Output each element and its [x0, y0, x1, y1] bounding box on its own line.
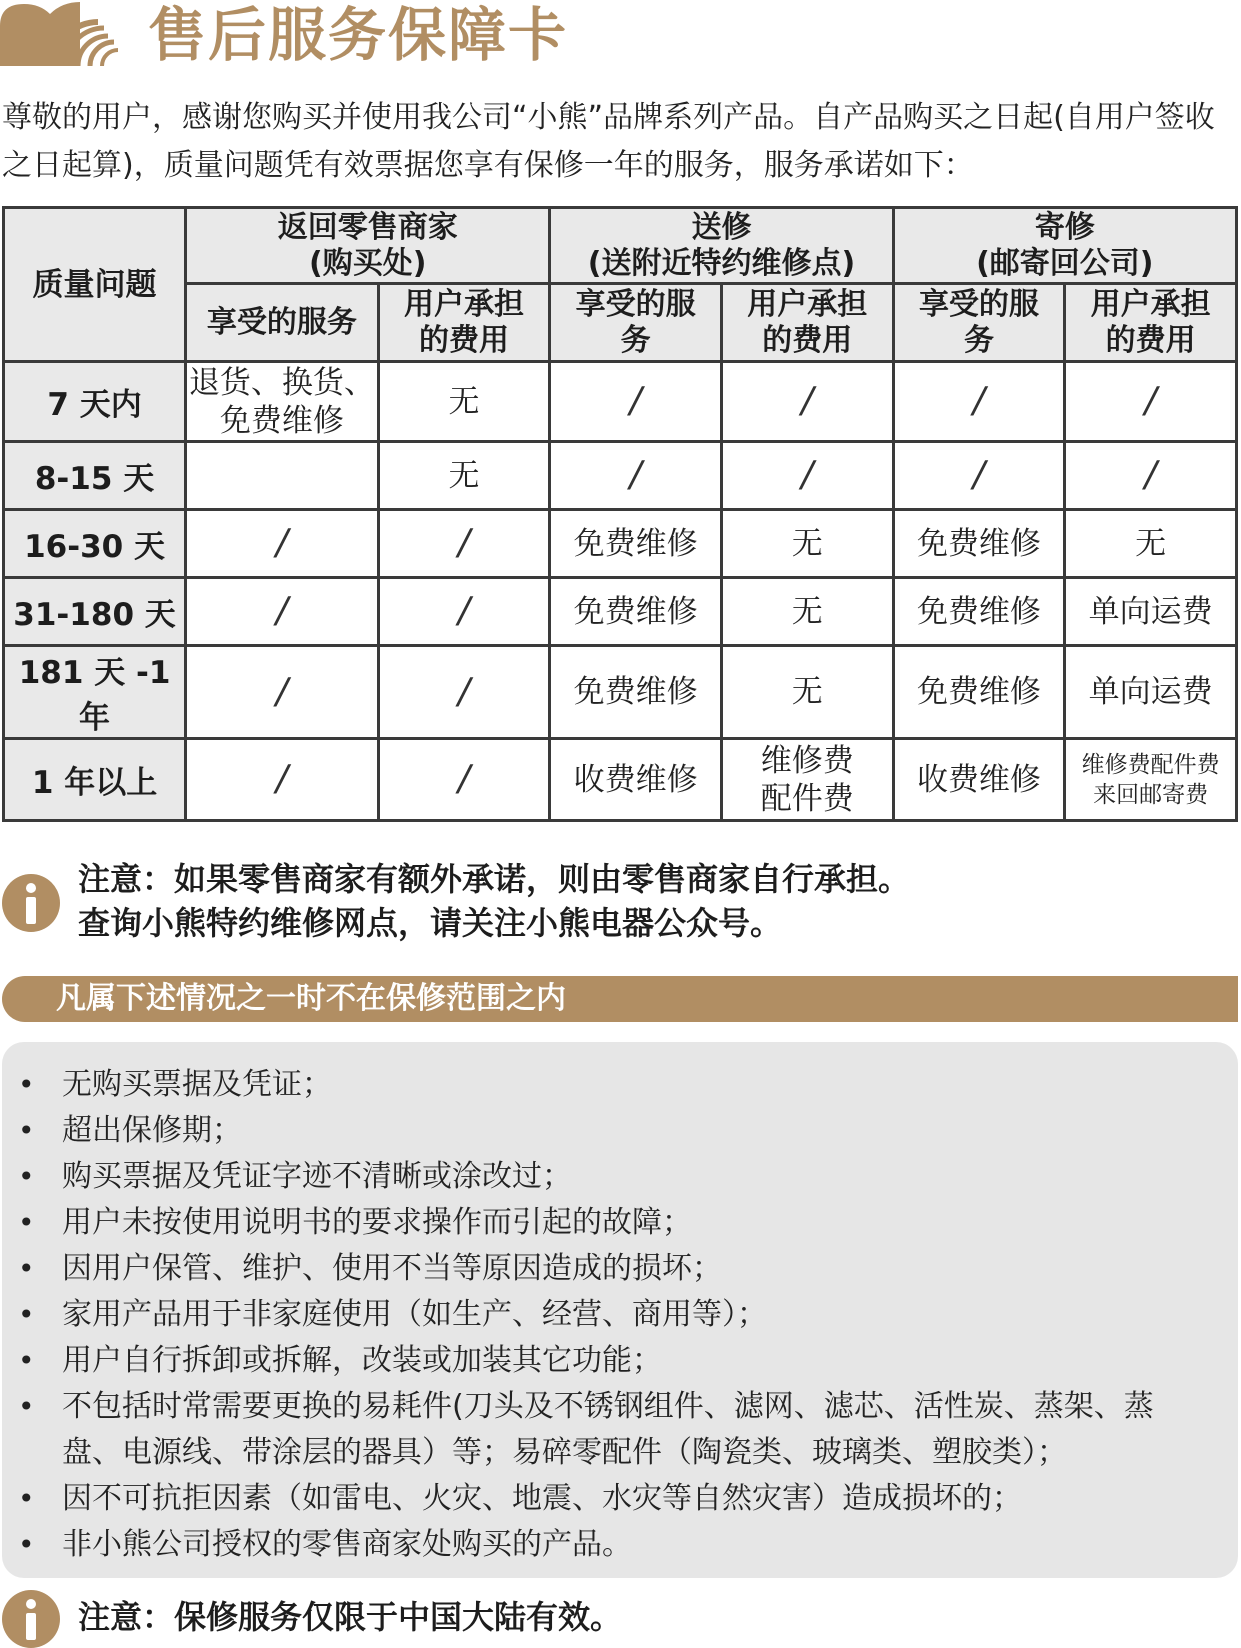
- service-cell: [550, 362, 722, 442]
- info-icon: [2, 1590, 60, 1648]
- list-item-text: 因不可抗拒因素（如雷电、火灾、地震、水灾等自然灾害）造成损坏的；: [62, 1481, 1022, 1516]
- period-cell: 1 年以上: [4, 739, 186, 821]
- group-header-line: 寄修: [1034, 209, 1095, 245]
- cost-cell: [1065, 362, 1237, 442]
- cost-cell: [1065, 442, 1237, 510]
- bullet-icon: •: [18, 1252, 35, 1285]
- period-cell: 8-15 天: [4, 442, 186, 510]
- slash-mark: /: [629, 380, 642, 421]
- group-header-line: (邮寄回公司): [976, 245, 1154, 281]
- bullet-icon: •: [18, 1390, 35, 1423]
- table-row: [4, 739, 1237, 821]
- service-header-line: 享受的服: [918, 286, 1039, 322]
- slash-mark: /: [275, 590, 288, 631]
- notice-retailer: [0, 858, 1241, 948]
- list-item: [2, 1292, 1238, 1338]
- group-header-repair-shop: [550, 208, 893, 284]
- cost-cell: [721, 739, 893, 821]
- bear-ear-arc-logo-icon: [0, 0, 125, 66]
- cost-cell: [378, 646, 550, 739]
- service-header: [550, 284, 722, 362]
- period-cell: 16-30 天: [4, 510, 186, 578]
- slash-mark: /: [457, 590, 471, 631]
- bullet-icon: •: [18, 1206, 35, 1239]
- service-cell: 收费维修: [893, 739, 1065, 821]
- cost-header: [378, 284, 550, 362]
- info-icon: [2, 874, 60, 932]
- period-cell: 181 天 -1 年: [4, 646, 186, 739]
- service-cell: [186, 442, 379, 510]
- group-header-line: 返回零售商家: [277, 209, 458, 245]
- page-header: [0, 0, 1241, 72]
- cost-cell: 无: [378, 442, 550, 510]
- cost-cell: 无: [1065, 510, 1237, 578]
- table-row: [4, 362, 1237, 442]
- list-item: [2, 1062, 1238, 1108]
- notice-line: 注意：如果零售商家有额外承诺，则由零售商家自行承担。: [78, 860, 911, 898]
- cell-line: 来回邮寄费: [1093, 781, 1209, 808]
- list-item: [2, 1108, 1238, 1154]
- notice-line: 注意：保修服务仅限于中国大陆有效。: [78, 1598, 623, 1636]
- service-cell: [186, 646, 379, 739]
- group-header-retailer: [186, 208, 550, 284]
- service-cell: [186, 362, 379, 442]
- list-item-text: 用户未按使用说明书的要求操作而引起的故障；: [62, 1205, 692, 1240]
- service-cell: 收费维修: [550, 739, 722, 821]
- cost-header-line: 用户承担: [1090, 286, 1211, 322]
- slash-mark: /: [972, 380, 986, 421]
- list-item: [2, 1338, 1238, 1384]
- slash-mark: /: [1144, 380, 1157, 421]
- list-item: [2, 1476, 1238, 1522]
- cost-cell: [1065, 739, 1237, 821]
- service-cell: [186, 739, 379, 821]
- group-header-line: (送附近特约维修点): [587, 245, 856, 281]
- table-row: [4, 578, 1237, 646]
- cost-header: [1065, 284, 1237, 362]
- cost-cell: 无: [721, 646, 893, 739]
- cell-line: 维修费配件费: [1081, 751, 1220, 778]
- bullet-icon: •: [18, 1482, 35, 1515]
- service-cell: 免费维修: [550, 510, 722, 578]
- exclusions-title: 凡属下述情况之一时不在保修范围之内: [56, 981, 566, 1016]
- service-header: [893, 284, 1065, 362]
- bullet-icon: •: [18, 1528, 35, 1561]
- period-cell: 7 天内: [4, 362, 186, 442]
- cost-cell: [378, 578, 550, 646]
- cost-cell: [378, 510, 550, 578]
- period-cell: 31-180 天: [4, 578, 186, 646]
- slash-mark: /: [457, 758, 471, 799]
- cost-cell: 无: [378, 362, 550, 442]
- cost-cell: [721, 362, 893, 442]
- bullet-icon: •: [18, 1114, 35, 1147]
- service-cell: 免费维修: [550, 646, 722, 739]
- group-header-line: (购买处): [309, 245, 427, 281]
- cell-line: 维修费: [760, 742, 854, 779]
- slash-mark: /: [275, 522, 288, 563]
- cost-header-line: 用户承担: [747, 286, 868, 322]
- service-cell: [893, 442, 1065, 510]
- list-item-text: 因用户保管、维护、使用不当等原因造成的损坏；: [62, 1251, 722, 1286]
- cell-line: 免费维修: [219, 402, 344, 439]
- table-row: [4, 442, 1237, 510]
- bullet-icon: •: [18, 1298, 35, 1331]
- slash-mark: /: [801, 454, 814, 495]
- intro-paragraph: 尊敬的用户，感谢您购买并使用我公司“小熊”品牌系列产品。自产品购买之日起(自用户签收之日起算)，质量问题凭有效票据您享有保修一年的服务，服务承诺如下：: [2, 100, 1215, 183]
- notice-region: [0, 1590, 1241, 1646]
- list-item-text: 无购买票据及凭证；: [62, 1067, 332, 1102]
- list-item: [2, 1200, 1238, 1246]
- cost-header-line: 的费用: [419, 322, 509, 358]
- service-cell: 免费维修: [893, 510, 1065, 578]
- table-row: [4, 510, 1237, 578]
- cost-header-line: 用户承担: [404, 286, 524, 322]
- page-title: 售后服务保障卡: [148, 1, 569, 69]
- cost-cell: 无: [721, 578, 893, 646]
- exclusions-list: [2, 1062, 1238, 1568]
- list-item-text: 超出保修期；: [62, 1113, 242, 1148]
- list-item-text: 家用产品用于非家庭使用（如生产、经营、商用等）；: [62, 1297, 767, 1332]
- list-item-text: 购买票据及凭证字迹不清晰或涂改过；: [62, 1159, 572, 1194]
- list-item: [2, 1384, 1238, 1476]
- group-header-line: 送修: [691, 209, 752, 245]
- list-item: [2, 1522, 1238, 1568]
- service-table: [2, 206, 1238, 822]
- cell-line: 配件费: [760, 780, 854, 817]
- service-cell: [186, 578, 379, 646]
- service-header-line: 务: [620, 322, 651, 358]
- service-header-line: 务: [963, 322, 994, 358]
- cell-line: 退货、换货、: [188, 364, 375, 401]
- slash-mark: /: [1144, 454, 1157, 495]
- list-item-text: 非小熊公司授权的零售商家处购买的产品。: [62, 1527, 632, 1562]
- service-cell: 免费维修: [893, 578, 1065, 646]
- cost-cell: 单向运费: [1065, 578, 1237, 646]
- notice-line: 查询小熊特约维修网点，请关注小熊电器公众号。: [78, 904, 783, 942]
- service-cell: 免费维修: [550, 578, 722, 646]
- cost-cell: [378, 739, 550, 821]
- slash-mark: /: [457, 670, 471, 712]
- cost-cell: 单向运费: [1065, 646, 1237, 739]
- list-item-text: 用户自行拆卸或拆解，改装或加装其它功能；: [62, 1343, 662, 1378]
- service-cell: 免费维修: [893, 646, 1065, 739]
- cost-header-line: 的费用: [1105, 322, 1196, 358]
- service-cell: [186, 510, 379, 578]
- bullet-icon: •: [18, 1344, 35, 1377]
- list-item: [2, 1246, 1238, 1292]
- slash-mark: /: [801, 380, 814, 421]
- slash-mark: /: [457, 522, 471, 563]
- service-header-line: 享受的服: [575, 286, 696, 322]
- exclusions-banner: [2, 976, 1238, 1022]
- slash-mark: /: [629, 454, 642, 495]
- cost-cell: [721, 442, 893, 510]
- list-item-text: 不包括时常需要更换的易耗件(刀头及不锈钢组件、滤网、滤芯、活性炭、蒸架、蒸盘、电源线、带涂层的器具）等；易碎零配件（陶瓷类、玻璃类、塑胶类）；: [62, 1389, 1154, 1470]
- list-item: [2, 1154, 1238, 1200]
- slash-mark: /: [972, 454, 986, 495]
- bullet-icon: •: [18, 1068, 35, 1101]
- service-header: 享受的服务: [186, 284, 379, 362]
- quality-issue-header: 质量问题: [4, 208, 186, 362]
- slash-mark: /: [275, 758, 288, 799]
- bullet-icon: •: [18, 1160, 35, 1193]
- cost-cell: 无: [721, 510, 893, 578]
- cost-header: [721, 284, 893, 362]
- table-row: [4, 646, 1237, 739]
- service-cell: [550, 442, 722, 510]
- group-header-mail-repair: [893, 208, 1236, 284]
- slash-mark: /: [275, 670, 288, 712]
- exclusions-box: [2, 1042, 1238, 1578]
- service-cell: [893, 362, 1065, 442]
- cost-header-line: 的费用: [762, 322, 853, 358]
